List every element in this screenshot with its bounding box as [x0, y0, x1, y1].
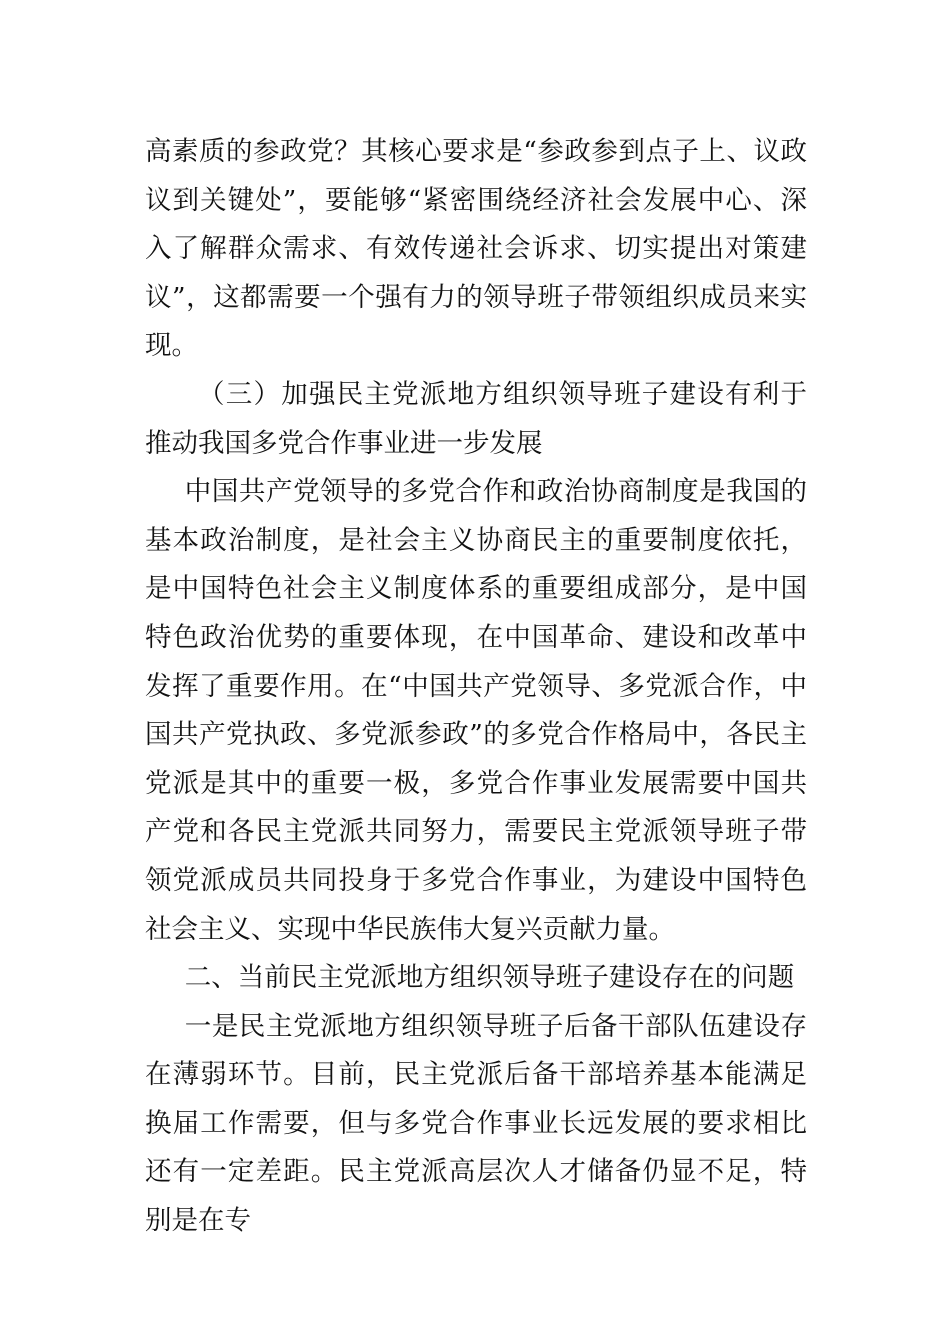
section-heading-two: 二、当前民主党派地方组织领导班子建设存在的问题	[184, 962, 795, 994]
document-body	[145, 128, 807, 1246]
section-heading-three: （三）加强民主党派地方组织领导班子建设有利于推动我国多党合作事业进一步发展	[145, 378, 807, 459]
paragraph-continuation: 高素质的参政党？其核心要求是“参政参到点子上、议政议到关键处”，要能够“紧密围绕经济社会发展中心、深入了解群众需求、有效传递社会诉求、切实提出对策建议”，这都需要一个强有力的领导班子带领组织成员来实现。	[145, 136, 807, 362]
paragraph-reserve-cadres: 一是民主党派地方组织领导班子后备干部队伍建设存在薄弱环节。目前，民主党派后备干部培养基本能满足换届工作需要，但与多党合作事业长远发展的要求相比还有一定差距。民主党派高层次人才储备仍显不足，特别是在专	[145, 1010, 807, 1237]
paragraph-multiparty-system: 中国共产党领导的多党合作和政治协商制度是我国的基本政治制度，是社会主义协商民主的重要制度依托，是中国特色社会主义制度体系的重要组成部分，是中国特色政治优势的重要体现，在中国革命、建设和改革中发挥了重要作用。在“中国共产党领导、多党派合作，中国共产党执政、多党派参政”的多党合作格局中，各民主党派是其中的重要一极，多党合作事业发展需要中国共产党和各民主党派共同努力，需要民主党派领导班子带领党派成员共同投身于多党合作事业，为建设中国特色社会主义、实现中华民族伟大复兴贡献力量。	[145, 476, 807, 945]
